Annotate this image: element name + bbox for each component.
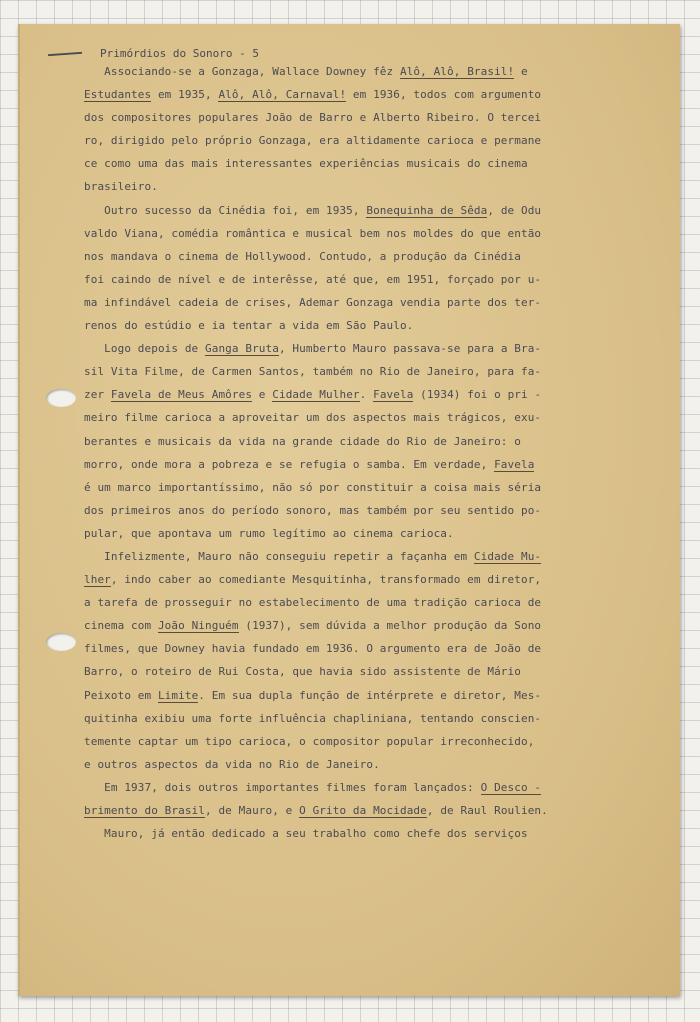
text-segment: Infelizmente, Mauro não conseguiu repetir a façanha em bbox=[84, 549, 474, 563]
text-segment: Mauro, já então dedicado a seu trabalho como chefe dos serviços bbox=[84, 827, 528, 841]
text-line bbox=[84, 707, 662, 730]
text-segment: brasileiro. bbox=[84, 180, 158, 194]
text-line bbox=[84, 60, 662, 83]
text-segment: foi caindo de nível e de interêsse, até que, em 1951, forçado por u- bbox=[84, 272, 542, 286]
text-line bbox=[84, 799, 662, 822]
text-segment: morro, onde mora a pobreza e se refugia o samba. Em verdade, bbox=[84, 457, 495, 471]
underlined-title: Favela de Meus Amôres bbox=[110, 388, 253, 402]
text-segment: e outros aspectos da vida no Rio de Janeiro. bbox=[84, 757, 380, 771]
underlined-title: Alô, Alô, Brasil! bbox=[399, 65, 515, 78]
text-line bbox=[84, 660, 662, 683]
text-line bbox=[84, 637, 662, 660]
body-text bbox=[84, 60, 662, 845]
page-header bbox=[100, 47, 259, 60]
underlined-title: Limite bbox=[157, 688, 199, 702]
text-line bbox=[84, 83, 662, 106]
text-segment: Associando-se a Gonzaga, Wallace Downey fêz bbox=[84, 65, 400, 78]
text-line bbox=[84, 499, 662, 522]
text-line bbox=[84, 545, 662, 568]
text-segment: a tarefa de prosseguir no estabelecimento de uma tradição carioca de bbox=[84, 596, 542, 610]
text-line bbox=[84, 152, 662, 175]
text-segment: , Humberto Mauro passava-se para a Bra- bbox=[278, 342, 542, 356]
text-line bbox=[84, 776, 662, 799]
underlined-title: lher bbox=[84, 573, 111, 587]
text-line bbox=[84, 245, 662, 268]
underlined-title: Cidade Mu- bbox=[473, 549, 542, 563]
underlined-title: O Desco - bbox=[480, 780, 542, 794]
text-line bbox=[84, 222, 662, 245]
text-segment: filmes, que Downey havia fundado em 1936. O argumento era de João de bbox=[84, 642, 542, 656]
text-line bbox=[84, 476, 662, 499]
text-segment: quitinha exibiu uma forte influência chapliniana, tentando conscien- bbox=[84, 711, 542, 725]
text-line bbox=[84, 684, 662, 707]
underlined-title: Ganga Bruta bbox=[205, 342, 279, 356]
header-title: Primórdios do Sonoro bbox=[100, 47, 233, 60]
underlined-title: Favela bbox=[373, 388, 414, 402]
text-line bbox=[84, 453, 662, 476]
text-line bbox=[84, 591, 662, 614]
text-line bbox=[84, 337, 662, 360]
text-segment: Logo depois de bbox=[84, 342, 206, 356]
text-line bbox=[84, 430, 662, 453]
underlined-title: Cidade Mulher bbox=[272, 388, 360, 402]
text-line bbox=[84, 175, 662, 198]
text-segment: . Em sua dupla função de intérprete e diretor, Mes- bbox=[198, 688, 542, 702]
binder-hole-top bbox=[46, 389, 76, 407]
text-line bbox=[84, 383, 662, 406]
text-segment: nos mandava o cinema de Hollywood. Contudo, a produção da Cinédia bbox=[84, 249, 521, 263]
text-segment: Em 1937, dois outros importantes filmes foram lançados: bbox=[84, 780, 481, 794]
text-segment: e bbox=[514, 65, 528, 78]
text-line bbox=[84, 614, 662, 637]
page-number: 5 bbox=[252, 47, 259, 60]
text-segment: , indo caber ao comediante Mesquitinha, transformado em diretor, bbox=[110, 573, 542, 587]
text-segment: , de Raul Roulien. bbox=[426, 804, 548, 817]
text-segment: (1937), sem dúvida a melhor produção da Sono bbox=[238, 619, 542, 633]
text-line bbox=[84, 199, 662, 222]
text-segment: dos compositores populares João de Barro e Alberto Ribeiro. O tercei bbox=[84, 111, 542, 125]
underlined-title: Bonequinha de Sêda bbox=[366, 203, 488, 217]
text-line bbox=[84, 291, 662, 314]
text-segment: ce como uma das mais interessantes experiências musicais do cinema bbox=[84, 157, 528, 171]
text-line bbox=[84, 753, 662, 776]
text-segment: . bbox=[359, 388, 374, 402]
text-line bbox=[84, 106, 662, 129]
text-line bbox=[84, 360, 662, 383]
text-line bbox=[84, 522, 662, 545]
underlined-title: brimento do Brasil bbox=[84, 804, 206, 817]
binder-hole-bottom bbox=[46, 633, 76, 651]
text-segment: berantes e musicais da vida na grande cidade do Rio de Janeiro: o bbox=[84, 434, 521, 448]
text-line bbox=[84, 406, 662, 429]
text-line bbox=[84, 314, 662, 337]
text-segment: em 1936, todos com argumento bbox=[346, 88, 542, 102]
text-line bbox=[84, 268, 662, 291]
text-segment: temente captar um tipo carioca, o compositor popular irreconhecido, bbox=[84, 734, 535, 748]
text-segment: cinema com bbox=[84, 619, 158, 633]
text-segment: ro, dirigido pelo próprio Gonzaga, era altidamente carioca e permane bbox=[84, 134, 542, 148]
text-line bbox=[84, 730, 662, 753]
text-segment: , de Odu bbox=[487, 203, 542, 217]
underlined-title: Alô, Alô, Carnaval! bbox=[218, 88, 347, 102]
underlined-title: João Ninguém bbox=[157, 619, 239, 633]
underlined-title: O Grito da Mocidade bbox=[299, 804, 427, 817]
text-segment: , de Mauro, e bbox=[205, 804, 300, 817]
text-line bbox=[84, 129, 662, 152]
text-segment: renos do estúdio e ia tentar a vida em São Paulo. bbox=[84, 319, 414, 333]
text-segment: e bbox=[252, 388, 273, 402]
text-segment: (1934) foi o pri - bbox=[413, 388, 542, 402]
text-segment: Peixoto em bbox=[84, 688, 158, 702]
text-line bbox=[84, 822, 662, 845]
underlined-title: Estudantes bbox=[84, 88, 152, 102]
underlined-title: Favela bbox=[494, 457, 535, 471]
text-segment: Barro, o roteiro de Rui Costa, que havia sido assistente de Mário bbox=[84, 665, 521, 679]
text-segment: dos primeiros anos do período sonoro, mas também por seu sentido po- bbox=[84, 503, 542, 517]
text-segment: é um marco importantíssimo, não só por constituir a coisa mais séria bbox=[84, 480, 542, 494]
text-segment: em 1935, bbox=[151, 88, 219, 102]
text-segment: valdo Viana, comédia romântica e musical bem nos moldes do que então bbox=[84, 226, 542, 240]
text-segment: sil Vita Filme, de Carmen Santos, também no Rio de Janeiro, para fa- bbox=[84, 365, 542, 379]
text-segment: zer bbox=[84, 388, 111, 402]
text-segment: meiro filme carioca a aproveitar um dos aspectos mais trágicos, exu- bbox=[84, 411, 542, 425]
text-segment: pular, que apontava um rumo legítimo ao cinema carioca. bbox=[84, 526, 454, 540]
text-line bbox=[84, 568, 662, 591]
header-separator: - bbox=[239, 47, 246, 60]
text-segment: ma infindável cadeia de crises, Ademar Gonzaga vendia parte dos ter- bbox=[84, 295, 542, 309]
text-segment: Outro sucesso da Cinédia foi, em 1935, bbox=[84, 203, 367, 217]
